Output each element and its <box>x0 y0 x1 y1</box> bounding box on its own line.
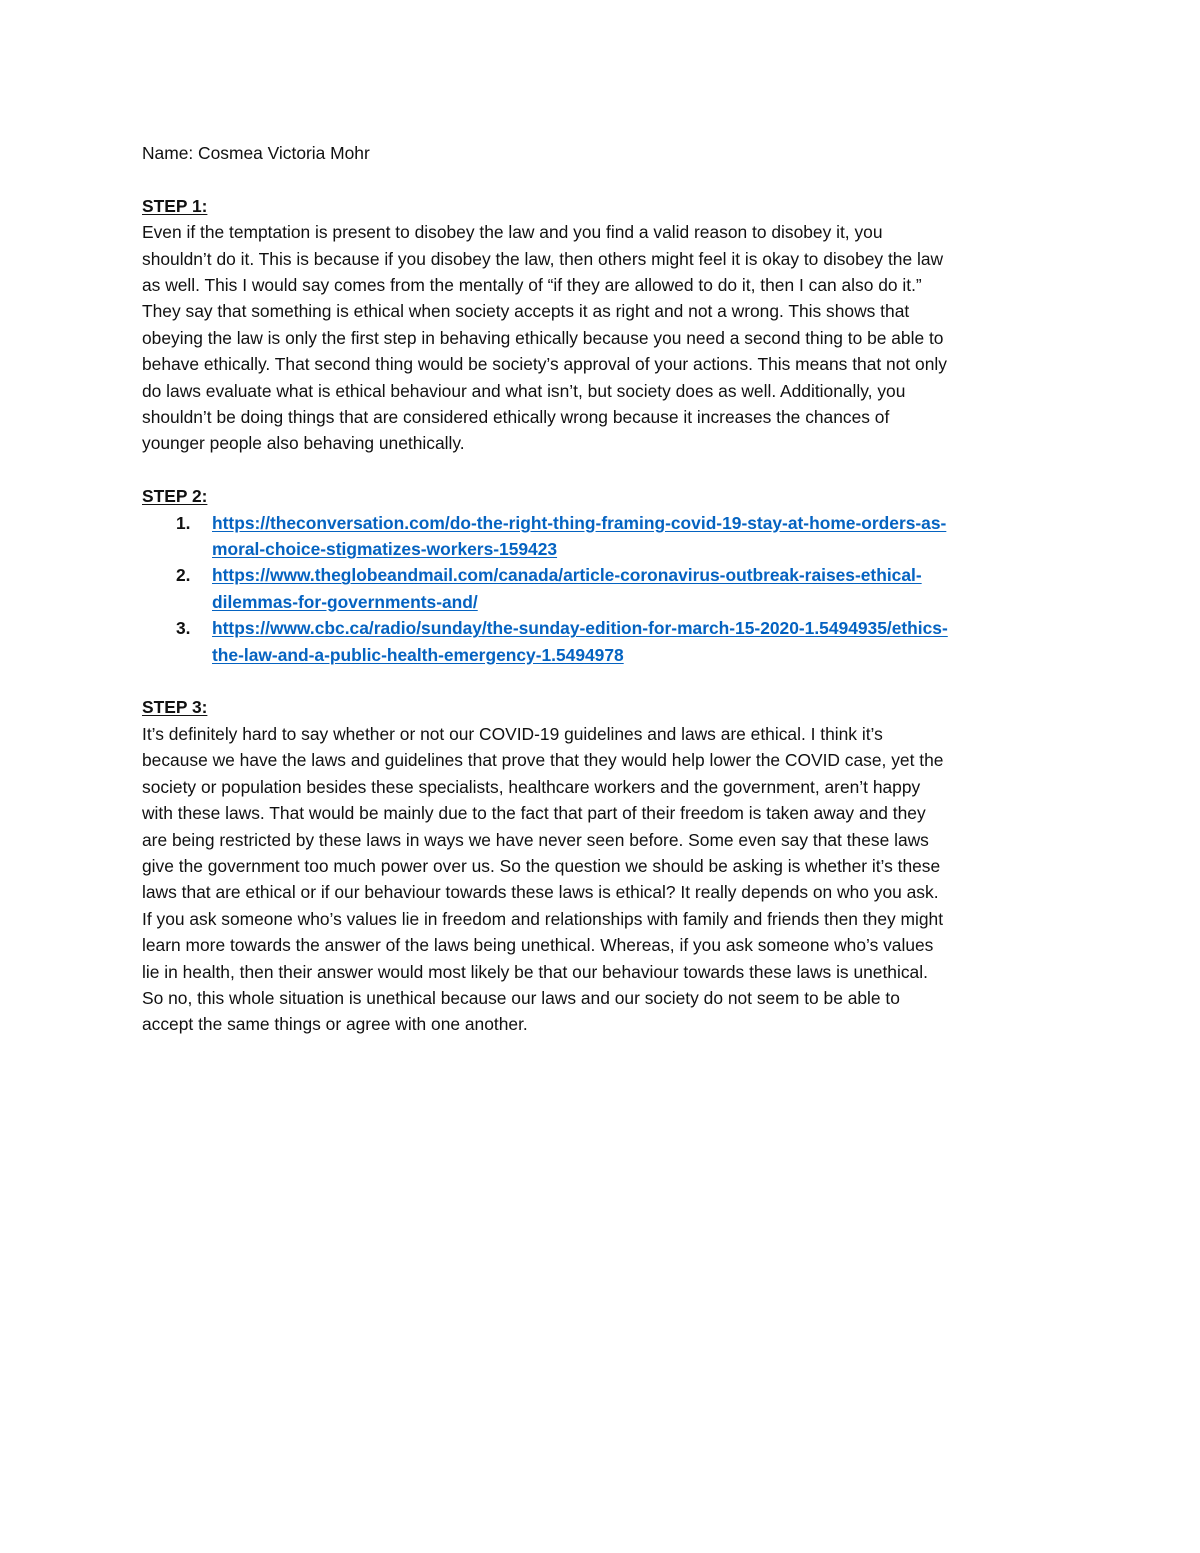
list-item <box>142 510 1062 563</box>
step1-heading: STEP 1: <box>142 195 208 216</box>
list-number: 2. <box>176 565 191 586</box>
list-number: 1. <box>176 512 191 533</box>
step3-line: accept the same things or agree with one another. <box>142 1014 528 1035</box>
step3-line: society or population besides these specialists, healthcare workers and the government, aren’t happy <box>142 776 921 797</box>
spacer <box>142 668 1062 694</box>
spacer <box>142 457 1062 483</box>
step3-line: are being restricted by these laws in ways we have never seen before. Some even say that these laws <box>142 829 929 850</box>
source-links-list <box>142 510 1062 668</box>
source-link-theconversation[interactable] <box>212 510 946 563</box>
step2-heading: STEP 2: <box>142 486 208 507</box>
step1-line: shouldn’t do it. This is because if you disobey the law, then others might feel it is okay to disobey the law <box>142 248 944 269</box>
link-line[interactable]: moral-choice-stigmatizes-workers-159423 <box>212 539 558 560</box>
step3-paragraph <box>142 721 1062 1038</box>
step3-line: learn more towards the answer of the laws being unethical. Whereas, if you ask someone who’s values <box>142 935 934 956</box>
link-line[interactable]: https://theconversation.com/do-the-right-thing-framing-covid-19-stay-at-home-orders-as- <box>212 512 947 533</box>
step1-line: They say that something is ethical when society accepts it as right and not a wrong. This shows that <box>142 301 910 322</box>
link-line[interactable]: dilemmas-for-governments-and/ <box>212 591 478 612</box>
list-number: 3. <box>176 618 191 639</box>
step3-line: It’s definitely hard to say whether or not our COVID-19 guidelines and laws are ethical. I think it’s <box>142 723 883 744</box>
step3-line: If you ask someone who’s values lie in freedom and relationships with family and friends then they might <box>142 908 944 929</box>
step1-line: shouldn’t be doing things that are considered ethically wrong because it increases the chances of <box>142 407 890 428</box>
step1-line: do laws evaluate what is ethical behaviour and what isn’t, but society does as well. Additionally, you <box>142 380 906 401</box>
step3-line: with these laws. That would be mainly due to the fact that part of their freedom is taken away and they <box>142 803 926 824</box>
step3-line: give the government too much power over us. So the question we should be asking is whether it’s these <box>142 855 941 876</box>
step3-line: lie in health, then their answer would most likely be that our behaviour towards these laws is unethical. <box>142 961 928 982</box>
link-line[interactable]: https://www.theglobeandmail.com/canada/article-coronavirus-outbreak-raises-ethical- <box>212 565 922 586</box>
step1-line: younger people also behaving unethically. <box>142 433 465 454</box>
step3-heading: STEP 3: <box>142 697 208 718</box>
link-line[interactable]: the-law-and-a-public-health-emergency-1.5494978 <box>212 644 624 665</box>
list-item <box>142 562 1062 615</box>
step1-paragraph <box>142 219 1062 457</box>
link-line[interactable]: https://www.cbc.ca/radio/sunday/the-sunday-edition-for-march-15-2020-1.5494935/ethics- <box>212 618 948 639</box>
source-link-theglobeandmail[interactable] <box>212 562 922 615</box>
step1-line: Even if the temptation is present to disobey the law and you find a valid reason to disobey it, you <box>142 222 883 243</box>
name-line: Name: Cosmea Victoria Mohr <box>142 143 370 163</box>
step1-line: obeying the law is only the first step in behaving ethically because you need a second thing to be able to <box>142 327 944 348</box>
step3-line: laws that are ethical or if our behaviour towards these laws is ethical? It really depends on who you ask. <box>142 882 939 903</box>
document-page <box>142 140 1062 1038</box>
list-item <box>142 615 1062 668</box>
step3-line: So no, this whole situation is unethical because our laws and our society do not seem to be able to <box>142 987 900 1008</box>
step1-line: behave ethically. That second thing would be society’s approval of your actions. This means that not only <box>142 354 947 375</box>
step3-line: because we have the laws and guidelines that prove that they would help lower the COVID case, yet the <box>142 750 944 771</box>
source-link-cbc[interactable] <box>212 615 948 668</box>
step1-line: as well. This I would say comes from the mentally of “if they are allowed to do it, then I can also do it.” <box>142 275 922 296</box>
spacer <box>142 166 1062 192</box>
